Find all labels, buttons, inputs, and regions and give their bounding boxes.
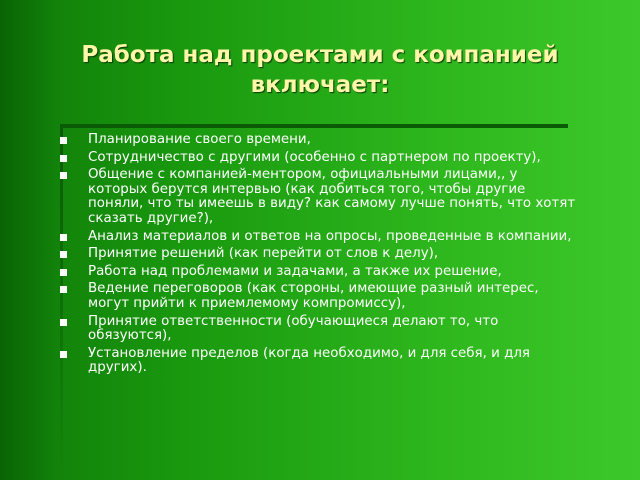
bullet-text: Общение с компанией-ментором, официальными лицами,, у которых берутся интервью (как добиться того, чтобы другие поняли, что ты имеешь в виду? как самому лучше понять, что хотят сказать другие?), <box>88 167 576 226</box>
square-bullet-icon <box>60 319 67 326</box>
bullet-text: Анализ материалов и ответов на опросы, проведенные в компании, <box>88 228 572 244</box>
square-bullet-icon <box>60 137 67 144</box>
bullet-item <box>58 151 578 166</box>
square-bullet-icon <box>60 251 67 258</box>
bullet-text: Планирование своего времени, <box>88 132 311 147</box>
bullet-item <box>58 247 578 262</box>
bullet-item <box>58 230 578 245</box>
bullet-text: Принятие ответственности (обучающиеся делают то, что обязуются), <box>88 313 499 344</box>
slide-title: Работа над проектами с компанией включает: <box>81 42 559 98</box>
bullet-text: Сотрудничество с другими (особенно с партнером по проекту), <box>88 149 541 165</box>
square-bullet-icon <box>60 351 67 358</box>
square-bullet-icon <box>60 269 67 276</box>
bullet-item <box>58 282 578 311</box>
bullet-item <box>58 315 578 344</box>
bullet-text: Ведение переговоров (как стороны, имеющие разный интерес, могут прийти к приемлемому компромиссу), <box>88 281 539 311</box>
bullet-text: Работа над проблемами и задачами, а также их решение, <box>88 263 502 279</box>
square-bullet-icon <box>60 286 67 293</box>
bullet-item <box>58 168 578 226</box>
square-bullet-icon <box>60 234 67 241</box>
square-bullet-icon <box>60 172 67 179</box>
bullet-item <box>58 265 578 280</box>
bullet-text: Принятие решений (как перейти от слов к делу), <box>88 246 439 262</box>
bullet-item <box>58 133 578 148</box>
bullet-text: Установление пределов (когда необходимо, и для себя, и для других). <box>88 345 530 376</box>
bullet-list <box>58 133 578 379</box>
bullet-item <box>58 347 578 376</box>
title-divider <box>60 124 568 128</box>
square-bullet-icon <box>60 155 67 162</box>
